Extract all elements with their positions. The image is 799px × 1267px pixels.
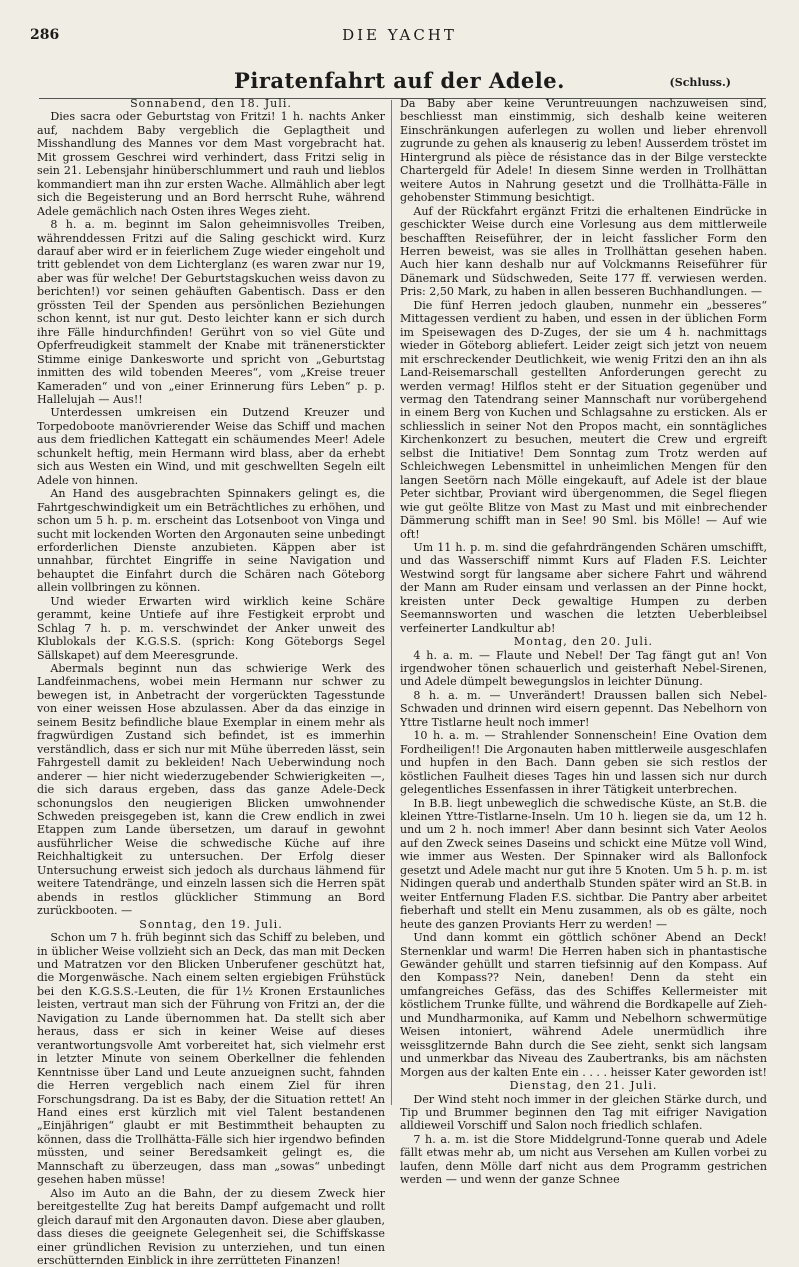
paragraph: Um 11 h. p. m. sind die gefahrdrängenden Schären umschifft, und das Wasserschiff nimmt Kurs auf Fladen F.S. Leichter Westwind sorgt für langsame aber sichere Fahrt und während der Mann am Ruder einsam und verlassen an der Pinne hockt, kreisten unter Deck gewaltige Humpen zu derben Seemannsworten und waschen die letzten Ueberbleibsel verfeinerter Landkultur ab! bbox=[400, 540, 767, 635]
paragraph: Da Baby aber keine Veruntreuungen nachzuweisen sind, beschliesst man einstimmig, sich deshalb keine weiteren Einschränkungen auferlegen zu wollen und lieber ehrenvoll zugrunde zu gehen als knauserig zu leben! Ausserdem tröstet im Hintergrund als pièce de résistance das in der Bilge versteckte Chartergeld für Adele! In diesem Sinne werden in Trollhättan weitere Autos in Nahrung gesetzt und die Trollhätta-Fälle in gehobenster Stimmung besichtigt. bbox=[400, 97, 767, 205]
page-number: 286 bbox=[30, 27, 60, 43]
date-heading: Montag, den 20. Juli. bbox=[513, 635, 654, 649]
paragraph: Unterdessen umkreisen ein Dutzend Kreuzer und Torpedoboote manövrierender Weise das Schiff und machen aus dem friedlichen Kattegatt ein schäumendes Meer! Adele schunkelt heftig, mein Hermann wird blass, aber da erhebt sich aus Westen ein Wind, und mit geschwellten Segeln eilt Adele von hinnen. bbox=[37, 406, 385, 487]
paragraph: Abermals beginnt nun das schwierige Werk des Landfeinmachens, wobei mein Hermann nur schwer zu bewegen ist, in Anbetracht der vorgerückten Tagesstunde von einer weissen Hose abzulassen. Aber da das einzige in seinem Besitz befindliche blaue Exemplar in einem mehr als fragwürdigen Zustand sich befindet, ist es immerhin verständlich, dass er sich nur mit Mühe überreden lässt, sein Fahrgestell damit zu bekleiden! Nach Ueberwindung noch anderer — hier nicht wiederzugebender Schwierigkeiten —, die sich daraus ergeben, dass das ganze Adele-Deck schonungslos den neugierigen Blicken umwohnender Schweden preisgegeben ist, kann die Crew endlich in zwei Etappen zum Lande übersetzen, um darauf in gewohnt ausführlicher Weise die schwedische Küche auf ihre Reichhaltigkeit zu untersuchen. Der Erfolg dieser Untersuchung erweist sich jedoch als durchaus lähmend für weitere Tatendränge, und einzeln lassen sich die Herren spät abends in restlos glücklicher Stimmung an Bord zurückbooten. — bbox=[37, 662, 385, 918]
paragraph: 8 h. a. m. — Unverändert! Draussen ballen sich Nebel-Schwaden und drinnen wird eisern gepennt. Das Nebelhorn von Yttre Tistlarne heult noch immer! bbox=[400, 688, 767, 729]
paragraph: 8 h. a. m. beginnt im Salon geheimnisvolles Treiben, währenddessen Fritzi auf die Saling geschickt wird. Kurz darauf aber wird er in feierlichem Zuge wieder eingeholt und tritt geblendet von dem Lichterglanz (es waren zwar nur 19, aber was für welche! Der Geburtstagskuchen weiss davon zu berichten!) vor seinen gehäuften Gabentisch. Dass er den grössten Teil der Spenden aus persönlichen Beziehungen schon kennt, ist nur gut. Desto leichter kann er sich durch ihre Fälle hindurchfinden! Gerührt von so viel Güte und Opferfreudigkeit stammelt der Knabe mit tränenerstickter Stimme einige Dankesworte und spricht von „Geburtstag inmitten des wild tobenden Meeres“, vom „Kreise treuer Kameraden“ und von „einer Erinnerung fürs Leben“ p. p. Hallelujah — Aus!! bbox=[37, 218, 385, 406]
left-column bbox=[37, 97, 385, 1267]
paragraph: Und dann kommt ein göttlich schöner Abend an Deck! Sternenklar und warm! Die Herren haben sich in phantastische Gewänder gehüllt und starren tiefsinnig auf den Kompass. Auf den Kompass?? Nein, daneben! Denn da steht ein umfangreiches Gefäss, das des Schiffes Kellermeister mit köstlichem Trunke füllte, und während die Bordkapelle auf Zieh- und Mundharmonika, auf Kamm und Nebelhorn schwermütige Weisen intoniert, während Adele unermüdlich ihre weissglitzernde Bahn durch die See zieht, senkt sich langsam und unmerkbar das Niveau des Zaubertranks, bis am nächsten Morgen aus der kalten Ente ein . . . . heisser Kater geworden ist! bbox=[400, 931, 767, 1079]
continued-note: (Schluss.) bbox=[669, 76, 731, 89]
right-column bbox=[400, 97, 767, 1187]
article-title: Piratenfahrt auf der Adele. bbox=[234, 68, 565, 93]
paragraph: Auf der Rückfahrt ergänzt Fritzi die erhaltenen Eindrücke in geschickter Weise durch eine Vorlesung aus dem mittlerweile beschafften Reiseführer, der in leicht fasslicher Form den Herren beweist, was sie alles in Trollhättan gesehen haben. Auch hier kann deshalb nur auf Volckmanns Reiseführer für Dänemark und Südschweden, Seite 177 ff. verwiesen werden. Pris: 2,50 Mark, zu haben in allen besseren Buchhandlungen. — bbox=[400, 204, 767, 299]
running-head: DIE YACHT bbox=[342, 26, 457, 44]
paragraph: Also im Auto an die Bahn, der zu diesem Zweck hier bereitgestellte Zug hat bereits Dampf aufgemacht und rollt gleich darauf mit den Argonauten davon. Diese aber glauben, dass dieses die geeignete Gelegenheit sei, die Schiffskasse einer gründlichen Revision zu unterziehen, und tun einen erschütternden Einblick in ihre zerrütteten Finanzen! bbox=[37, 1186, 385, 1267]
paragraph: 7 h. a. m. ist die Store Middelgrund-Tonne querab und Adele fällt etwas mehr ab, um nicht aus Versehen am Kullen vorbei zu laufen, denn Mölle darf nicht aus dem Programm gestrichen werden — und wenn der ganze Schnee bbox=[400, 1132, 767, 1187]
column-divider bbox=[391, 100, 392, 1105]
paragraph: In B.B. liegt unbeweglich die schwedische Küste, an St.B. die kleinen Yttre-Tistlarne-Inseln. Um 10 h. liegen sie da, um 12 h. und um 2 h. noch immer! Aber dann besinnt sich Vater Aeolos auf den Zweck seines Daseins und schickt eine Mütze voll Wind, wie immer aus Westen. Der Spinnaker wird als Ballonfock gesetzt und Adele macht nur gut ihre 5 Knoten. Um 5 h. p. m. ist Nidingen querab und anderthalb Stunden später wird an St.B. in weiter Entfernung Fladen F.S. sichtbar. Die Pantry aber arbeitet fieberhaft und stellt ein Menu zusammen, als ob es gälte, noch heute des ganzen Proviants Herr zu werden! — bbox=[400, 796, 767, 931]
paragraph: 10 h. a. m. — Strahlender Sonnenschein! Eine Ovation dem Fordheiligen!! Die Argonauten haben mittlerweile ausgeschlafen und hupfen in den Bach. Dann geben sie sich restlos der köstlichen Faulheit dieses Tages hin und lassen sich nur durch gelegentliches Essenfassen in ihrer Tätigkeit unterbrechen. bbox=[400, 729, 767, 797]
paragraph: Schon um 7 h. früh beginnt sich das Schiff zu beleben, und in üblicher Weise vollzieht sich an Deck, das man mit Decken und Matratzen vor den Blicken Unberufener geschützt hat, die Morgenwäsche. Nach einem selten ergiebigen Frühstück bei den K.G.S.S.-Leuten, die für 1½ Kronen Erstaunliches leisten, vertraut man sich der Führung von Fritzi an, der die Navigation zu Lande übernommen hat. Da stellt sich aber heraus, dass er sich in keiner Weise auf dieses verantwortungsvolle Amt vorbereitet hat, sich vielmehr erst in letzter Minute von seinem Oberkellner die fehlenden Kenntnisse über Land und Leute anzueignen sucht, fahnden die Herren vergeblich nach einem Ziel für ihren Forschungsdrang. Da ist es Baby, der die Situation rettet! An Hand eines erst kürzlich mit viel Talent bestandenen „Einjährigen“ glaubt er mit Bestimmtheit behaupten zu können, dass die Trollhätta-Fälle sich hier irgendwo befinden müssten, und seiner Beredsamkeit gelingt es, die Mannschaft zu überzeugen, dass man „sowas“ unbedingt gesehen haben müsse! bbox=[37, 931, 385, 1187]
date-heading: Sonntag, den 19. Juli. bbox=[139, 917, 283, 931]
date-heading: Sonnabend, den 18. Juli. bbox=[130, 97, 292, 110]
date-heading: Dienstag, den 21. Juli. bbox=[509, 1079, 658, 1093]
paragraph: Und wieder Erwarten wird wirklich keine Schäre gerammt, keine Untiefe auf ihre Festigkeit erprobt und Schlag 7 h. p. m. verschwindet der Anker unweit des Klublokals der K.G.S.S. (sprich: Kong Göteborgs Segel Sällskapet) auf dem Meeresgrunde. bbox=[37, 594, 385, 662]
paragraph: Die fünf Herren jedoch glauben, nunmehr ein „besseres“ Mittagessen verdient zu haben, und essen in der üblichen Form im Speisewagen des D-Zuges, der sie um 4 h. nachmittags wieder in Göteborg abliefert. Leider zeigt sich jetzt von neuem mit erschreckender Deutlichkeit, wie wenig Fritzi den an ihn als Land-Reisemarschall gestellten Anforderungen gerecht zu werden vermag! Hilflos steht er der Situation gegenüber und vermag den Tatendrang seiner Mannschaft nur vorübergehend in einem Berg von Kuchen und Schlagsahne zu ersticken. Als er schliesslich in seiner Not den Propos macht, ein sonntägliches Kirchenkonzert zu besuchen, meutert die Crew und ergreift selbst die Initiative! Dem Sonntag zum Trotz werden auf Schleichwegen Lebensmittel in unheimlichen Mengen für den langen Seetörn nach Mölle eingekauft, auf Adele ist der blaue Peter sichtbar, Proviant wird übergenommen, die Segel fliegen wie gut geölte Blitze von Mast zu Mast und mit einbrechender Dämmerung schifft man in See! 90 Sml. bis Mölle! — Auf wie oft! bbox=[400, 298, 767, 541]
paragraph: 4 h. a. m. — Flaute und Nebel! Der Tag fängt gut an! Von irgendwoher tönen schauerlich und geisterhaft Nebel-Sirenen, und Adele dümpelt bewegungslos in leichter Dünung. bbox=[400, 648, 767, 689]
paragraph: Dies sacra oder Geburtstag von Fritzi! 1 h. nachts Anker auf, nachdem Baby vergeblich die Geplagtheit und Misshandlung des Mannes vor dem Mast vorgebracht hat. Mit grossem Geschrei wird verhindert, dass Fritzi selig in sein 21. Lebensjahr hinüberschlummert und rauh und lieblos kommandiert man ihn zur ersten Wache. Allmählich aber legt sich die Begeisterung und an Bord herrscht Ruhe, während Adele gemächlich nach Osten ihres Weges zieht. bbox=[37, 110, 385, 218]
paragraph: An Hand des ausgebrachten Spinnakers gelingt es, die Fahrtgeschwindigkeit um ein Beträchtliches zu erhöhen, und schon um 5 h. p. m. erscheint das Lotsenboot von Vinga und sucht mit lockenden Worten den Argonauten seine unbedingt erforderlichen Dienste anzubieten. Käppen aber ist unnahbar, fürchtet Eingriffe in seine Navigation und behauptet die Einfahrt durch die Schären nach Göteborg allein vollbringen zu können. bbox=[37, 487, 385, 595]
paragraph: Der Wind steht noch immer in der gleichen Stärke durch, und Tip und Brummer beginnen den Tag mit eifriger Navigation alldieweil Vorschiff und Salon noch friedlich schlafen. bbox=[400, 1092, 767, 1133]
